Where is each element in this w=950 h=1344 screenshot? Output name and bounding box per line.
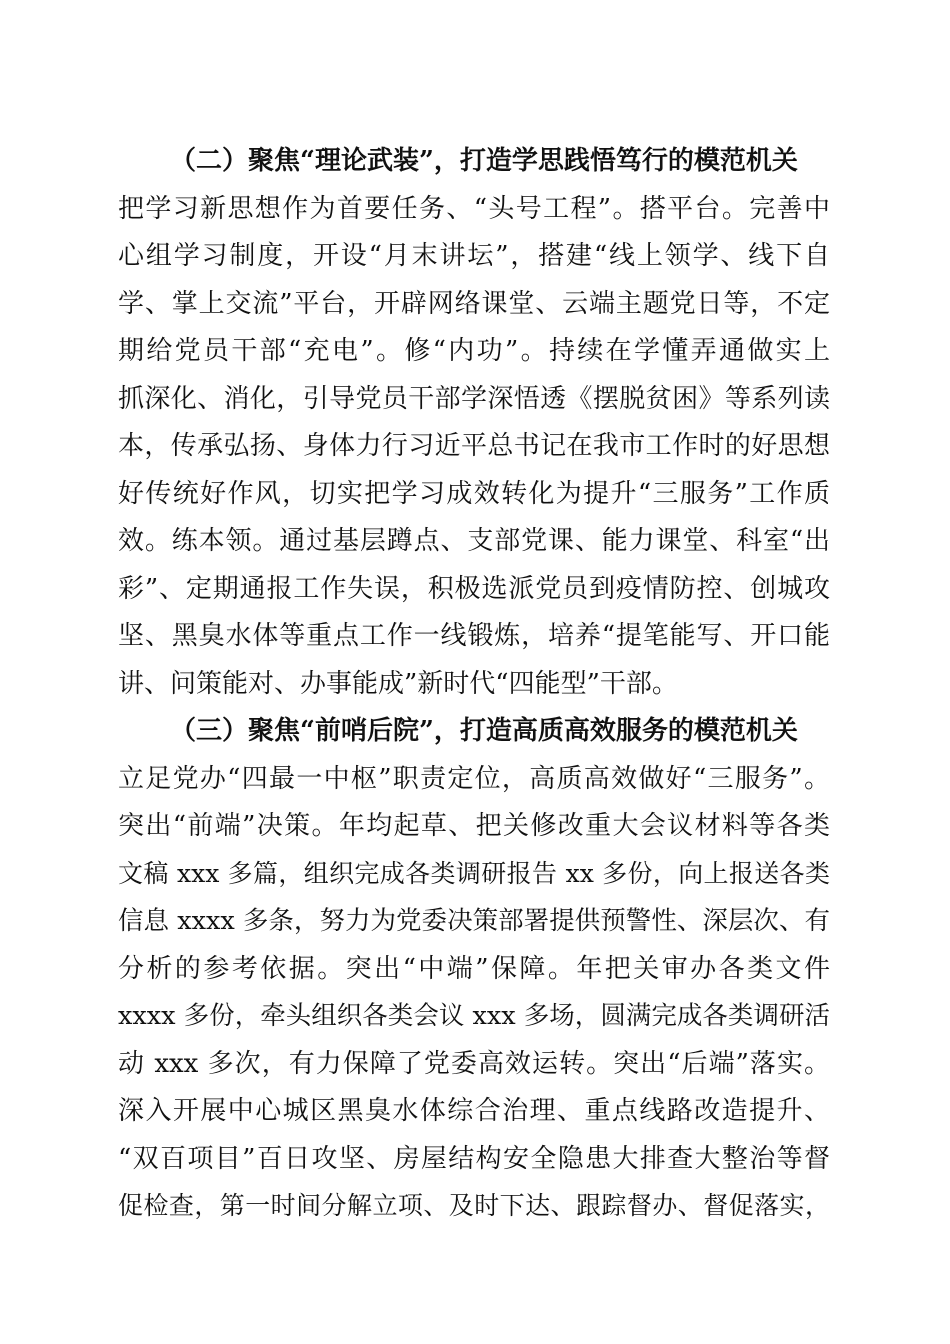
section-2-heading: （二）聚焦“理论武装”，打造学思践悟笃行的模范机关 — [170, 146, 798, 176]
paragraph-line: 深入开展中心城区黑臭水体综合治理、重点线路改造提升、 — [118, 1096, 830, 1126]
paragraph-line: 把学习新思想作为首要任务、“头号工程”。搭平台。完善中 — [118, 194, 830, 224]
paragraph-line: 信息 xxxx 多条，努力为党委决策部署提供预警性、深层次、有 — [118, 906, 830, 936]
paragraph-line: “双百项目”百日攻坚、房屋结构安全隐患大排查大整治等督 — [118, 1144, 830, 1174]
paragraph-line: 坚、黑臭水体等重点工作一线锻炼，培养“提笔能写、开口能 — [118, 621, 830, 651]
paragraph-line: 本，传承弘扬、身体力行习近平总书记在我市工作时的好思想 — [118, 431, 830, 461]
paragraph-line: 学、掌上交流”平台，开辟网络课堂、云端主题党日等，不定 — [118, 289, 830, 319]
paragraph-line: 促检查，第一时间分解立项、及时下达、跟踪督办、督促落实， — [118, 1191, 830, 1220]
paragraph-line: 效。练本领。通过基层蹲点、支部党课、能力课堂、科室“出 — [118, 526, 830, 556]
paragraph-line: 抓深化、消化，引导党员干部学深悟透《摆脱贫困》等系列读 — [118, 384, 830, 414]
paragraph-line: 彩”、定期通报工作失误，积极选派党员到疫情防控、创城攻 — [118, 574, 830, 604]
paragraph-line: 立足党办“四最一中枢”职责定位，高质高效做好“三服务”。 — [118, 764, 830, 794]
paragraph-line: 心组学习制度，开设“月末讲坛”，搭建“线上领学、线下自 — [118, 241, 830, 271]
paragraph-line: 讲、问策能对、办事能成”新时代“四能型”干部。 — [118, 669, 678, 699]
section-3-heading: （三）聚焦“前哨后院”，打造高质高效服务的模范机关 — [170, 716, 798, 746]
paragraph-line: 分析的参考依据。突出“中端”保障。年把关审办各类文件 — [118, 954, 830, 984]
paragraph-line: 突出“前端”决策。年均起草、把关修改重大会议材料等各类 — [118, 811, 830, 841]
paragraph-line: 动 xxx 多次，有力保障了党委高效运转。突出“后端”落实。 — [118, 1049, 830, 1079]
paragraph-line: 期给党员干部“充电”。修“内功”。持续在学懂弄通做实上 — [118, 336, 830, 366]
paragraph-line: 好传统好作风，切实把学习成效转化为提升“三服务”工作质 — [118, 479, 830, 509]
paragraph-line: xxxx 多份，牵头组织各类会议 xxx 多场，圆满完成各类调研活 — [118, 1001, 830, 1031]
paragraph-line: 文稿 xxx 多篇，组织完成各类调研报告 xx 多份，向上报送各类 — [118, 859, 830, 888]
